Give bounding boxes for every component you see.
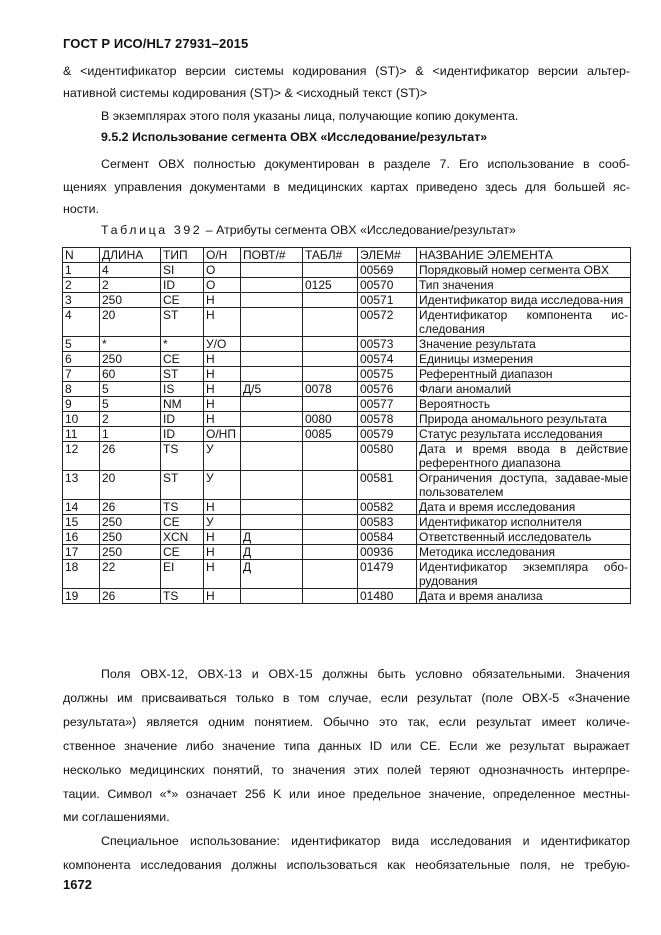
cell-type: CE xyxy=(161,293,204,308)
cell-element: 00581 xyxy=(358,471,417,500)
cell-repeat xyxy=(241,427,303,442)
cell-element: 00575 xyxy=(358,367,417,382)
cell-optionality: Н xyxy=(204,293,241,308)
cell-optionality: Н xyxy=(204,545,241,560)
header-type: ТИП xyxy=(161,248,204,263)
cell-table: 0080 xyxy=(303,412,358,427)
cell-length: 250 xyxy=(100,293,161,308)
cell-type: TS xyxy=(161,500,204,515)
cell-optionality: У/О xyxy=(204,337,241,352)
cell-optionality: Н xyxy=(204,589,241,604)
cell-type: * xyxy=(161,337,204,352)
cell-table xyxy=(303,308,358,337)
cell-element-name: Тип значения xyxy=(417,278,631,293)
cell-type: ST xyxy=(161,471,204,500)
cell-type: TS xyxy=(161,589,204,604)
para2-line-7: ми соглашениями. xyxy=(63,810,170,824)
cell-element-name: Дата и время анализа xyxy=(417,589,631,604)
cell-repeat xyxy=(241,352,303,367)
cell-table xyxy=(303,560,358,589)
cell-n: 14 xyxy=(63,500,100,515)
table-row xyxy=(63,471,631,500)
cell-repeat xyxy=(241,308,303,337)
cell-type: CE xyxy=(161,515,204,530)
cell-n: 1 xyxy=(63,263,100,278)
cell-type: ID xyxy=(161,427,204,442)
cell-n: 19 xyxy=(63,589,100,604)
cell-n: 16 xyxy=(63,530,100,545)
cell-type: IS xyxy=(161,382,204,397)
cell-type: ID xyxy=(161,278,204,293)
header-optionality: О/Н xyxy=(204,248,241,263)
cell-element-name: Вероятность xyxy=(417,397,631,412)
cell-element-name: Ограничения доступа, задавае-мые пользователем xyxy=(417,471,631,500)
cell-table xyxy=(303,397,358,412)
cell-optionality: У xyxy=(204,471,241,500)
cell-length: 20 xyxy=(100,471,161,500)
cell-element: 00577 xyxy=(358,397,417,412)
cell-element-name: Статус результата исследования xyxy=(417,427,631,442)
cell-element-name: Идентификатор исполнителя xyxy=(417,515,631,530)
cell-table xyxy=(303,545,358,560)
cell-element-name: Значение результата xyxy=(417,337,631,352)
cell-length: 250 xyxy=(100,515,161,530)
cell-element: 00574 xyxy=(358,352,417,367)
cell-element-name: Природа аномального результата xyxy=(417,412,631,427)
header-length: ДЛИНА xyxy=(100,248,161,263)
para2-line-5: несколько медицинских понятий, то значения этих полей теряют однозначность интерпре- xyxy=(63,763,630,777)
cell-type: ST xyxy=(161,367,204,382)
cell-type: CE xyxy=(161,352,204,367)
cell-repeat: Д xyxy=(241,560,303,589)
table-row xyxy=(63,412,631,427)
section-para-line-1: Сегмент OBX полностью документирован в разделе 7. Его использование в сооб- xyxy=(101,157,630,171)
cell-element: 00573 xyxy=(358,337,417,352)
header-n: N xyxy=(63,248,100,263)
cell-type: ST xyxy=(161,308,204,337)
cell-type: EI xyxy=(161,560,204,589)
table-header-row xyxy=(63,248,631,263)
cell-repeat xyxy=(241,263,303,278)
document-header: ГОСТ Р ИСО/HL7 27931–2015 xyxy=(63,36,249,51)
cell-type: NM xyxy=(161,397,204,412)
cell-n: 8 xyxy=(63,382,100,397)
section-para-line-2: щениях управления документами в медицинских картах приведено здесь для большей яс- xyxy=(63,180,630,194)
obx-attributes-table xyxy=(62,247,631,604)
cell-type: ID xyxy=(161,412,204,427)
cell-n: 9 xyxy=(63,397,100,412)
cell-n: 4 xyxy=(63,308,100,337)
table-row xyxy=(63,263,631,278)
table-row xyxy=(63,397,631,412)
cell-repeat xyxy=(241,515,303,530)
cell-repeat xyxy=(241,471,303,500)
cell-table xyxy=(303,352,358,367)
cell-element: 01480 xyxy=(358,589,417,604)
cell-table xyxy=(303,367,358,382)
cell-length: 5 xyxy=(100,382,161,397)
cell-optionality: Н xyxy=(204,308,241,337)
cell-element: 00570 xyxy=(358,278,417,293)
cell-length: 4 xyxy=(100,263,161,278)
cell-repeat xyxy=(241,500,303,515)
table-row xyxy=(63,560,631,589)
cell-n: 6 xyxy=(63,352,100,367)
cell-n: 15 xyxy=(63,515,100,530)
cell-element-name: Единицы измерения xyxy=(417,352,631,367)
cell-length: 1 xyxy=(100,427,161,442)
cell-n: 18 xyxy=(63,560,100,589)
cell-element: 00571 xyxy=(358,293,417,308)
cell-length: 22 xyxy=(100,560,161,589)
cell-optionality: Н xyxy=(204,500,241,515)
table-caption xyxy=(101,223,516,237)
cell-element: 00572 xyxy=(358,308,417,337)
table-caption-label: Таблица 392 xyxy=(101,223,203,237)
para3-line-2: компонента исследования должны использоваться как необязательные поля, не требую- xyxy=(63,858,630,872)
table-row xyxy=(63,382,631,397)
cell-element-name: Референтный диапазон xyxy=(417,367,631,382)
para2-line-6: тации. Символ «*» означает 256 K или иное предельное значение, определенное местны- xyxy=(63,787,630,801)
cell-optionality: Н xyxy=(204,352,241,367)
cell-type: TS xyxy=(161,442,204,471)
cell-element: 01479 xyxy=(358,560,417,589)
header-element: ЭЛЕМ# xyxy=(358,248,417,263)
section-para-line-3: ности. xyxy=(63,202,99,216)
header-element-name: НАЗВАНИЕ ЭЛЕМЕНТА xyxy=(417,248,631,263)
header-table: ТАБЛ# xyxy=(303,248,358,263)
cell-repeat xyxy=(241,412,303,427)
cell-element-name: Идентификатор компонента ис-следования xyxy=(417,308,631,337)
table-row xyxy=(63,367,631,382)
cell-length: * xyxy=(100,337,161,352)
cell-element: 00578 xyxy=(358,412,417,427)
cell-table xyxy=(303,293,358,308)
cell-length: 2 xyxy=(100,278,161,293)
cell-length: 26 xyxy=(100,589,161,604)
cell-element: 00569 xyxy=(358,263,417,278)
cell-repeat xyxy=(241,397,303,412)
cell-length: 20 xyxy=(100,308,161,337)
para3-line-1: Специальное использование: идентификатор вида исследования и идентификатор xyxy=(101,834,630,848)
cell-type: SI xyxy=(161,263,204,278)
cell-table xyxy=(303,515,358,530)
cell-element-name: Порядковый номер сегмента OBX xyxy=(417,263,631,278)
cell-n: 5 xyxy=(63,337,100,352)
cell-length: 2 xyxy=(100,412,161,427)
cell-n: 10 xyxy=(63,412,100,427)
cell-repeat: Д xyxy=(241,545,303,560)
cell-repeat: Д xyxy=(241,530,303,545)
cell-element: 00582 xyxy=(358,500,417,515)
cell-element: 00576 xyxy=(358,382,417,397)
table-row xyxy=(63,515,631,530)
cell-table xyxy=(303,589,358,604)
cell-element: 00579 xyxy=(358,427,417,442)
cell-repeat xyxy=(241,442,303,471)
cell-element-name: Идентификатор вида исследова-ния xyxy=(417,293,631,308)
cell-n: 7 xyxy=(63,367,100,382)
table-row xyxy=(63,589,631,604)
table-row xyxy=(63,500,631,515)
cell-table xyxy=(303,471,358,500)
cell-n: 3 xyxy=(63,293,100,308)
cell-repeat xyxy=(241,589,303,604)
cell-element: 00583 xyxy=(358,515,417,530)
para2-line-4: ственное значение либо значение типа данных ID или CE. Если же результат выражает xyxy=(63,739,630,753)
intro-line-2: нативной системы кодирования (ST)> & <исходный текст (ST)> xyxy=(63,86,428,100)
cell-element-name: Дата и время ввода в действие референтного диапазона xyxy=(417,442,631,471)
table-row xyxy=(63,530,631,545)
table-body xyxy=(63,263,631,604)
cell-optionality: О xyxy=(204,263,241,278)
cell-element-name: Идентификатор экземпляра обо-рудования xyxy=(417,560,631,589)
table-row xyxy=(63,545,631,560)
page-number: 1672 xyxy=(63,877,92,892)
table-row xyxy=(63,278,631,293)
cell-optionality: Н xyxy=(204,382,241,397)
cell-table: 0085 xyxy=(303,427,358,442)
cell-length: 250 xyxy=(100,530,161,545)
table-row xyxy=(63,352,631,367)
cell-optionality: Н xyxy=(204,367,241,382)
table-row xyxy=(63,442,631,471)
cell-element-name: Методика исследования xyxy=(417,545,631,560)
para2-line-1: Поля OBX-12, OBX-13 и OBX-15 должны быть условно обязательными. Значения xyxy=(101,667,630,681)
cell-n: 2 xyxy=(63,278,100,293)
header-repeat: ПОВТ/# xyxy=(241,248,303,263)
section-title: 9.5.2 Использование сегмента OBX «Исследование/результат» xyxy=(101,130,488,144)
cell-length: 26 xyxy=(100,500,161,515)
cell-table: 0125 xyxy=(303,278,358,293)
cell-table xyxy=(303,337,358,352)
cell-length: 26 xyxy=(100,442,161,471)
cell-element-name: Ответственный исследователь xyxy=(417,530,631,545)
cell-element-name: Дата и время исследования xyxy=(417,500,631,515)
cell-table xyxy=(303,263,358,278)
cell-type: XCN xyxy=(161,530,204,545)
cell-optionality: У xyxy=(204,442,241,471)
cell-optionality: О/НП xyxy=(204,427,241,442)
table-row xyxy=(63,293,631,308)
cell-repeat xyxy=(241,293,303,308)
cell-n: 13 xyxy=(63,471,100,500)
cell-repeat xyxy=(241,337,303,352)
cell-n: 11 xyxy=(63,427,100,442)
cell-table: 0078 xyxy=(303,382,358,397)
cell-optionality: Н xyxy=(204,530,241,545)
cell-table xyxy=(303,442,358,471)
cell-element: 00580 xyxy=(358,442,417,471)
cell-repeat xyxy=(241,278,303,293)
cell-optionality: О xyxy=(204,278,241,293)
intro-line-1: & <идентификатор версии системы кодирования (ST)> & <идентификатор версии альтер- xyxy=(63,64,630,78)
table-row xyxy=(63,427,631,442)
cell-table xyxy=(303,500,358,515)
cell-optionality: Н xyxy=(204,397,241,412)
cell-element-name: Флаги аномалий xyxy=(417,382,631,397)
cell-length: 250 xyxy=(100,545,161,560)
para2-line-2: должны им присваиваться только в том случае, если результат (поле OBX-5 «Значение xyxy=(63,691,630,705)
para2-line-3: результата») является одним понятием. Обычно это так, если результат имеет количе- xyxy=(63,715,630,729)
cell-length: 250 xyxy=(100,352,161,367)
cell-n: 17 xyxy=(63,545,100,560)
cell-length: 60 xyxy=(100,367,161,382)
cell-type: CE xyxy=(161,545,204,560)
cell-length: 5 xyxy=(100,397,161,412)
table-row xyxy=(63,337,631,352)
table-row xyxy=(63,308,631,337)
cell-optionality: Н xyxy=(204,412,241,427)
copies-note: В экземплярах этого поля указаны лица, получающие копию документа. xyxy=(101,109,519,123)
cell-element: 00936 xyxy=(358,545,417,560)
cell-table xyxy=(303,530,358,545)
cell-repeat: Д/5 xyxy=(241,382,303,397)
cell-optionality: У xyxy=(204,515,241,530)
cell-element: 00584 xyxy=(358,530,417,545)
cell-repeat xyxy=(241,367,303,382)
cell-optionality: Н xyxy=(204,560,241,589)
table-caption-title: – Атрибуты сегмента OBX «Исследование/результат» xyxy=(202,223,516,237)
cell-n: 12 xyxy=(63,442,100,471)
